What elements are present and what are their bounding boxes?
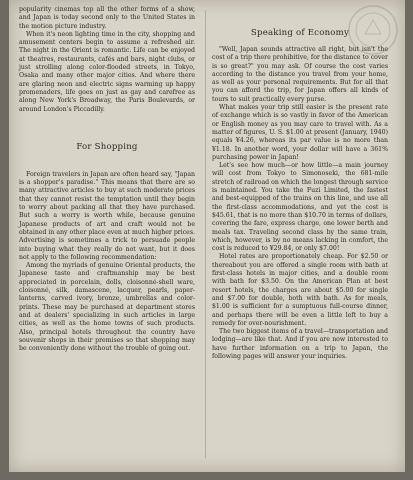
right-column	[212, 6, 388, 361]
paragraph: Foreign travelers in Japan are often heard say, "Japan is a shopper's paradise." This means that there are so many attractive articles to buy at such moderate prices that they cannot resist the temptation until they begin to worry about packing all that they have purchased. But such a worry is worth while, because genuine Japanese products of art and craft would not be obtained in any other place even at much higher prices. Advertising is sometimes a trick to persuade people into buying what they really do not want, but it does not apply to the following recommendation:	[19, 170, 195, 261]
paragraph: Hotel rates are proportionately cheap. For $2.50 or thereabout you are offered a single room with bath at first-class hotels in major cities, and a double room with bath for $3.50. On the American Plan at best resort hotels, the charges are about $5.00 for single and $7.00 for double, both with bath. As for meals, $1.00 is sufficient for a sumptuous full-course dinner, and perhaps there will be even a little left to buy a remedy for over-nourishment.	[212, 253, 388, 327]
paragraph: popularity cinemas top all the other forms of a show, and Japan is today second only to the United States in the motion picture industry.	[19, 6, 195, 30]
column-divider	[205, 10, 206, 458]
paragraph: Among the myriads of genuine Oriental products, the Japanese taste and craftmanship may be best appreciated in porcelain, dolls, cloisonné-shell ware, cloisonné, silk, damascene, lacquer, pearls, paper-lanterns, carved ivory, bronze, umbrellas and color-prints. These may be purchased at department stores and at dealers' specializing in such articles in large cities, as well as the home towns of such products. Also, principal hotels throughout the country have souvenir shops in their premises so that shopping may be conveniently done without the trouble of going out.	[19, 262, 195, 353]
paragraph: When it's neon lighting time in the city, shopping and amusement centers begin to assume a refreshed air. The night in the Orient is romantic. Life can be enjoyed at theatres, restaurants, cafés and bars, night clubs, or just strolling along color-flooded streets, in Tokyo, Osaka and many other major cities. And where there are glaring neon and electric signs warming up happy promenaders, life goes on just as gay and carefree as along New York's Broadway, the Paris Boulevards, or around London's Piccadilly.	[19, 30, 195, 113]
paragraph: What makes your trip still easier is the present rate of exchange which is so vastly in favor of the American or English money as you may care to travel with. As a matter of figures, U. S. $1.00 at present (January, 1940) equals ¥4.26, whereas its par value is no more than ¥1.18. In another word, your dollar will have a 361% purchasing power in Japan!	[212, 104, 388, 161]
paragraph: "Well, Japan sounds attractive all right, but isn't the cost of a trip there prohibitive, for the distance to cover is so great?" you may ask. Of course the cost varies according to the distance you travel from your home, as well as your personal requirements. But for all that you can afford the trip, for Japan offers all kinds of tours to suit practically every purse.	[212, 46, 388, 103]
paragraph: The two biggest items of a travel—transportation and lodging—are like that. And if you are now interested to have further information on a trip to Japan, the following pages will answer your inquiries.	[212, 328, 388, 360]
section-heading-shopping: For Shopping	[76, 141, 138, 152]
section-heading-economy: Speaking of Economy	[250, 28, 350, 38]
left-column	[19, 6, 195, 353]
paragraph: Let's see how much—or how little—a main journey will cost from Tokyo to Simonoseki, the 681-mile stretch of railroad on which the longest through service is maintained. You take the Fuzi Limited, the fastest and best-equipped of the trains on this line, and use all the first-class accommodations, and yet the cost is $45.61, that is no more than $10.70 in terms of dollars, covering the fare, express charge, one lower berth and meals tax. Traveling second class by the same train, which, however, is by no means lacking in comfort, the cost is reduced to ¥29.84, or only $7.00!	[212, 162, 388, 253]
document-page	[9, 0, 405, 472]
